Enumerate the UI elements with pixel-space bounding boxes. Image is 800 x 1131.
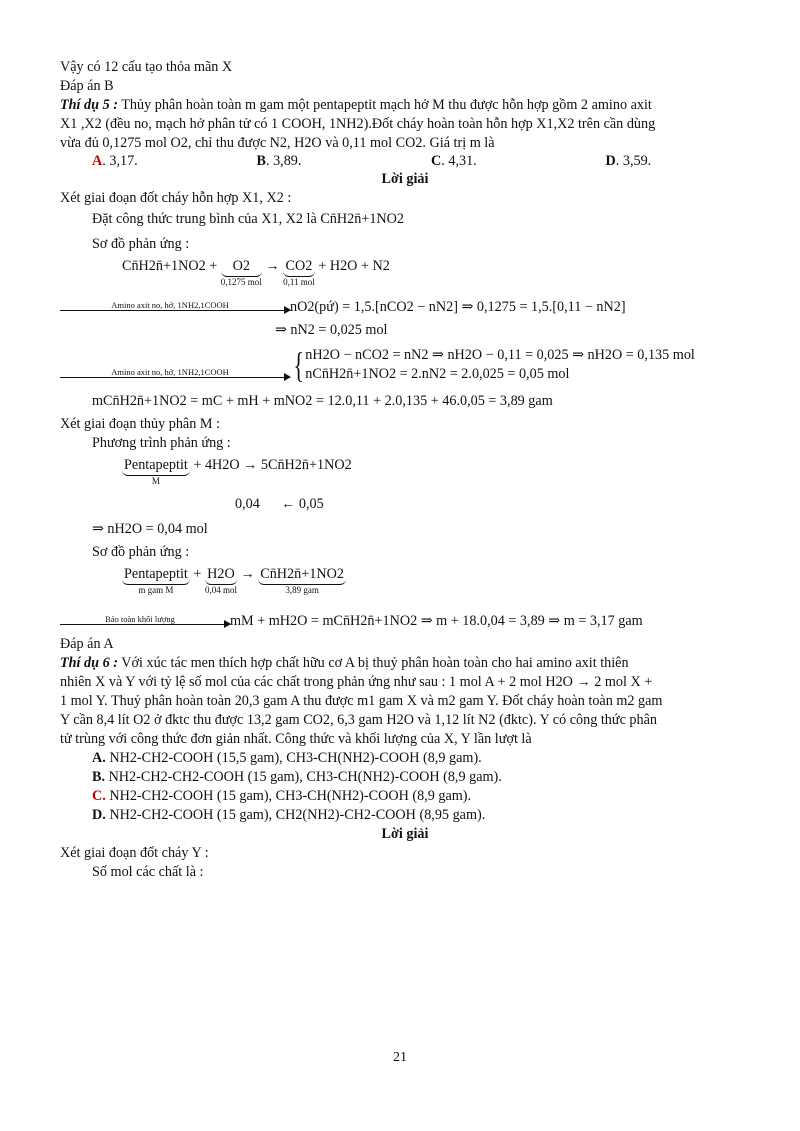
option-text: . 3,59. [615, 153, 652, 169]
text-line: Số mol các chất là : [92, 864, 204, 880]
text-line: Y cần 8,4 lít O2 ở đktc thu được 13,2 gam CO2, 6,3 gam H2O và 1,12 lít N2 (đktc). Y có công thức phân [60, 712, 657, 728]
system-line: nCn̄H2n̄+1NO2 = 2.nN2 = 2.0,025 = 0,05 mol [305, 366, 570, 382]
text-line: Xét giai đoạn thủy phân M : [60, 416, 220, 432]
reaction-scheme-1: Cn̄H2n̄+1NO2 + O2 0,1275 mol → CO2 0,11 mol + H2O + N2 [122, 258, 390, 287]
text-line: Vậy có 12 cấu tạo thỏa mãn X [60, 59, 233, 75]
co2-underbrace: CO2 0,11 mol [283, 258, 315, 287]
option-text: . 3,89. [265, 153, 302, 169]
text-line: Phương trình phản ứng : [92, 435, 231, 451]
o2-underbrace: O2 0,1275 mol [220, 258, 262, 287]
equation-4: mCn̄H2n̄+1NO2 = mC + mH + mNO2 = 12.0,11 + 2.0,135 + 46.0,05 = 3,89 gam [92, 393, 553, 409]
condition-arrow: Amino axit no, hở, 1NH2,1COOH [60, 300, 290, 317]
ex5-options [60, 153, 750, 170]
products: + H2O + N2 [318, 258, 390, 274]
equation-2: ⇒ nN2 = 0,025 mol [275, 322, 388, 338]
option-b: B. NH2-CH2-CH2-COOH (15 gam), CH3-CH(NH2)-COOH (8,9 gam). [92, 769, 502, 785]
text-line: Sơ đồ phản ứng : [92, 544, 190, 560]
equation-7 [60, 612, 750, 631]
equation-text: mM + mH2O = mCn̄H2n̄+1NO2 ⇒ m + 18.0,04 = 3,89 ⇒ m = 3,17 gam [230, 613, 643, 629]
text-line: Xét giai đoạn đốt cháy hỗn hợp X1, X2 : [60, 190, 292, 206]
reaction-scheme-2 [60, 457, 750, 489]
text-span: Với xúc tác men thích hợp chất hữu cơ A bị thuỷ phân hoàn toàn cho hai amino axit thiên [117, 655, 629, 671]
pentapeptit-underbrace: Pentapeptit M [124, 457, 188, 486]
option-d: D. NH2-CH2-COOH (15 gam), CH2(NH2)-CH2-COOH (8,95 gam). [92, 807, 486, 823]
text-span: Thủy phân hoàn toàn m gam một pentapeptit mạch hở M thu được hỗn hợp gồm 2 amino axit [117, 97, 652, 113]
page-number: 21 [393, 1050, 407, 1065]
reaction-rest: + 4H2O → 5Cn̄H2n̄+1NO2 [193, 457, 352, 473]
condition-arrow: Amino axit no, hở, 1NH2,1COOH [60, 367, 290, 384]
text-line: Đáp án B [60, 78, 114, 94]
option-c: C. NH2-CH2-COOH (15 gam), CH3-CH(NH2)-COOH (8,9 gam). [92, 788, 472, 804]
option-letter: A [92, 153, 103, 169]
option-text: . 3,17. [102, 153, 138, 169]
h2o-underbrace: H2O 0,04 mol [204, 566, 237, 595]
ex6-options [60, 749, 750, 825]
option-a: A. NH2-CH2-COOH (15,5 gam), CH3-CH(NH2)-COOH (8,9 gam). [92, 750, 482, 766]
text-line: 1 mol Y. Thuỷ phân hoàn toàn 20,3 gam A thu được m1 gam X và m2 gam Y. Đốt cháy hoàn toàn m2 gam [60, 693, 663, 709]
solution-title: Lời giải [381, 826, 429, 842]
option-d [576, 153, 751, 170]
equation-6: ⇒ nH2O = 0,04 mol [92, 521, 208, 537]
text-line: Xét giai đoạn đốt cháy Y : [60, 845, 209, 861]
condition-arrow: Bảo toàn khối lượng [60, 614, 230, 631]
equation-1 [60, 298, 750, 317]
example-label: Thí dụ 6 : [60, 655, 118, 671]
text-line: Đáp án A [60, 636, 114, 652]
reactant: Cn̄H2n̄+1NO2 [122, 258, 206, 274]
example-6 [60, 654, 750, 673]
solution-title: Lời giải [381, 171, 429, 187]
text-line: X1 ,X2 (đều no, mạch hở phân tử có 1 COOH, 1NH2).Đốt cháy hoàn toàn hỗn hợp X1,X2 trên cần dùng [60, 116, 656, 132]
mole-ratio: 0,04 ← 0,05 [235, 496, 324, 512]
text-line: tử trùng với công thức đơn giản nhất. Công thức và khối lượng của X, Y lần lượt là [60, 731, 532, 747]
option-a [92, 153, 237, 170]
option-b [237, 153, 402, 170]
text-line: vừa đủ 0,1275 mol O2, chỉ thu được N2, H2O và 0,11 mol CO2. Giá trị m là [60, 135, 495, 151]
equation-text: nO2(pứ) = 1,5.[nCO2 − nN2] ⇒ 0,1275 = 1,5.[0,11 − nN2] [290, 299, 626, 315]
system-line: nH2O − nCO2 = nN2 ⇒ nH2O − 0,11 = 0,025 ⇒ nH2O = 0,135 mol [305, 347, 695, 363]
example-label: Thí dụ 5 : [60, 97, 118, 113]
option-letter: C [431, 153, 442, 169]
text-line: Sơ đồ phản ứng : [92, 236, 190, 252]
text-line: nhiên X và Y với tỷ lệ số mol của các chất trong phản ứng như sau : 1 mol A + 2 mol H2O → 2 mol X + [60, 674, 653, 690]
example-5 [60, 96, 750, 115]
option-text: . 4,31. [441, 153, 477, 169]
pentapeptit-underbrace: Pentapeptit m gam M [124, 566, 188, 595]
option-c [401, 153, 576, 170]
equation-3: Amino axit no, hở, 1NH2,1COOH { nH2O − nCO2 = nN2 ⇒ nH2O − 0,11 = 0,025 ⇒ nH2O = 0,135 mol nCn̄H2n̄+1NO2 = 2.nN2 = 2.0,025 = 0,05 mol [60, 346, 750, 384]
document-page [60, 58, 750, 882]
text-line: Đặt công thức trung bình của X1, X2 là Cn̄H2n̄+1NO2 [92, 211, 405, 227]
option-letter: D [605, 153, 616, 169]
reaction-scheme-3: Pentapeptit m gam M + H2O 0,04 mol → Cn̄H2n̄+1NO2 3,89 gam [124, 566, 344, 595]
product-underbrace: Cn̄H2n̄+1NO2 3,89 gam [260, 566, 344, 595]
option-letter: B [256, 153, 266, 169]
